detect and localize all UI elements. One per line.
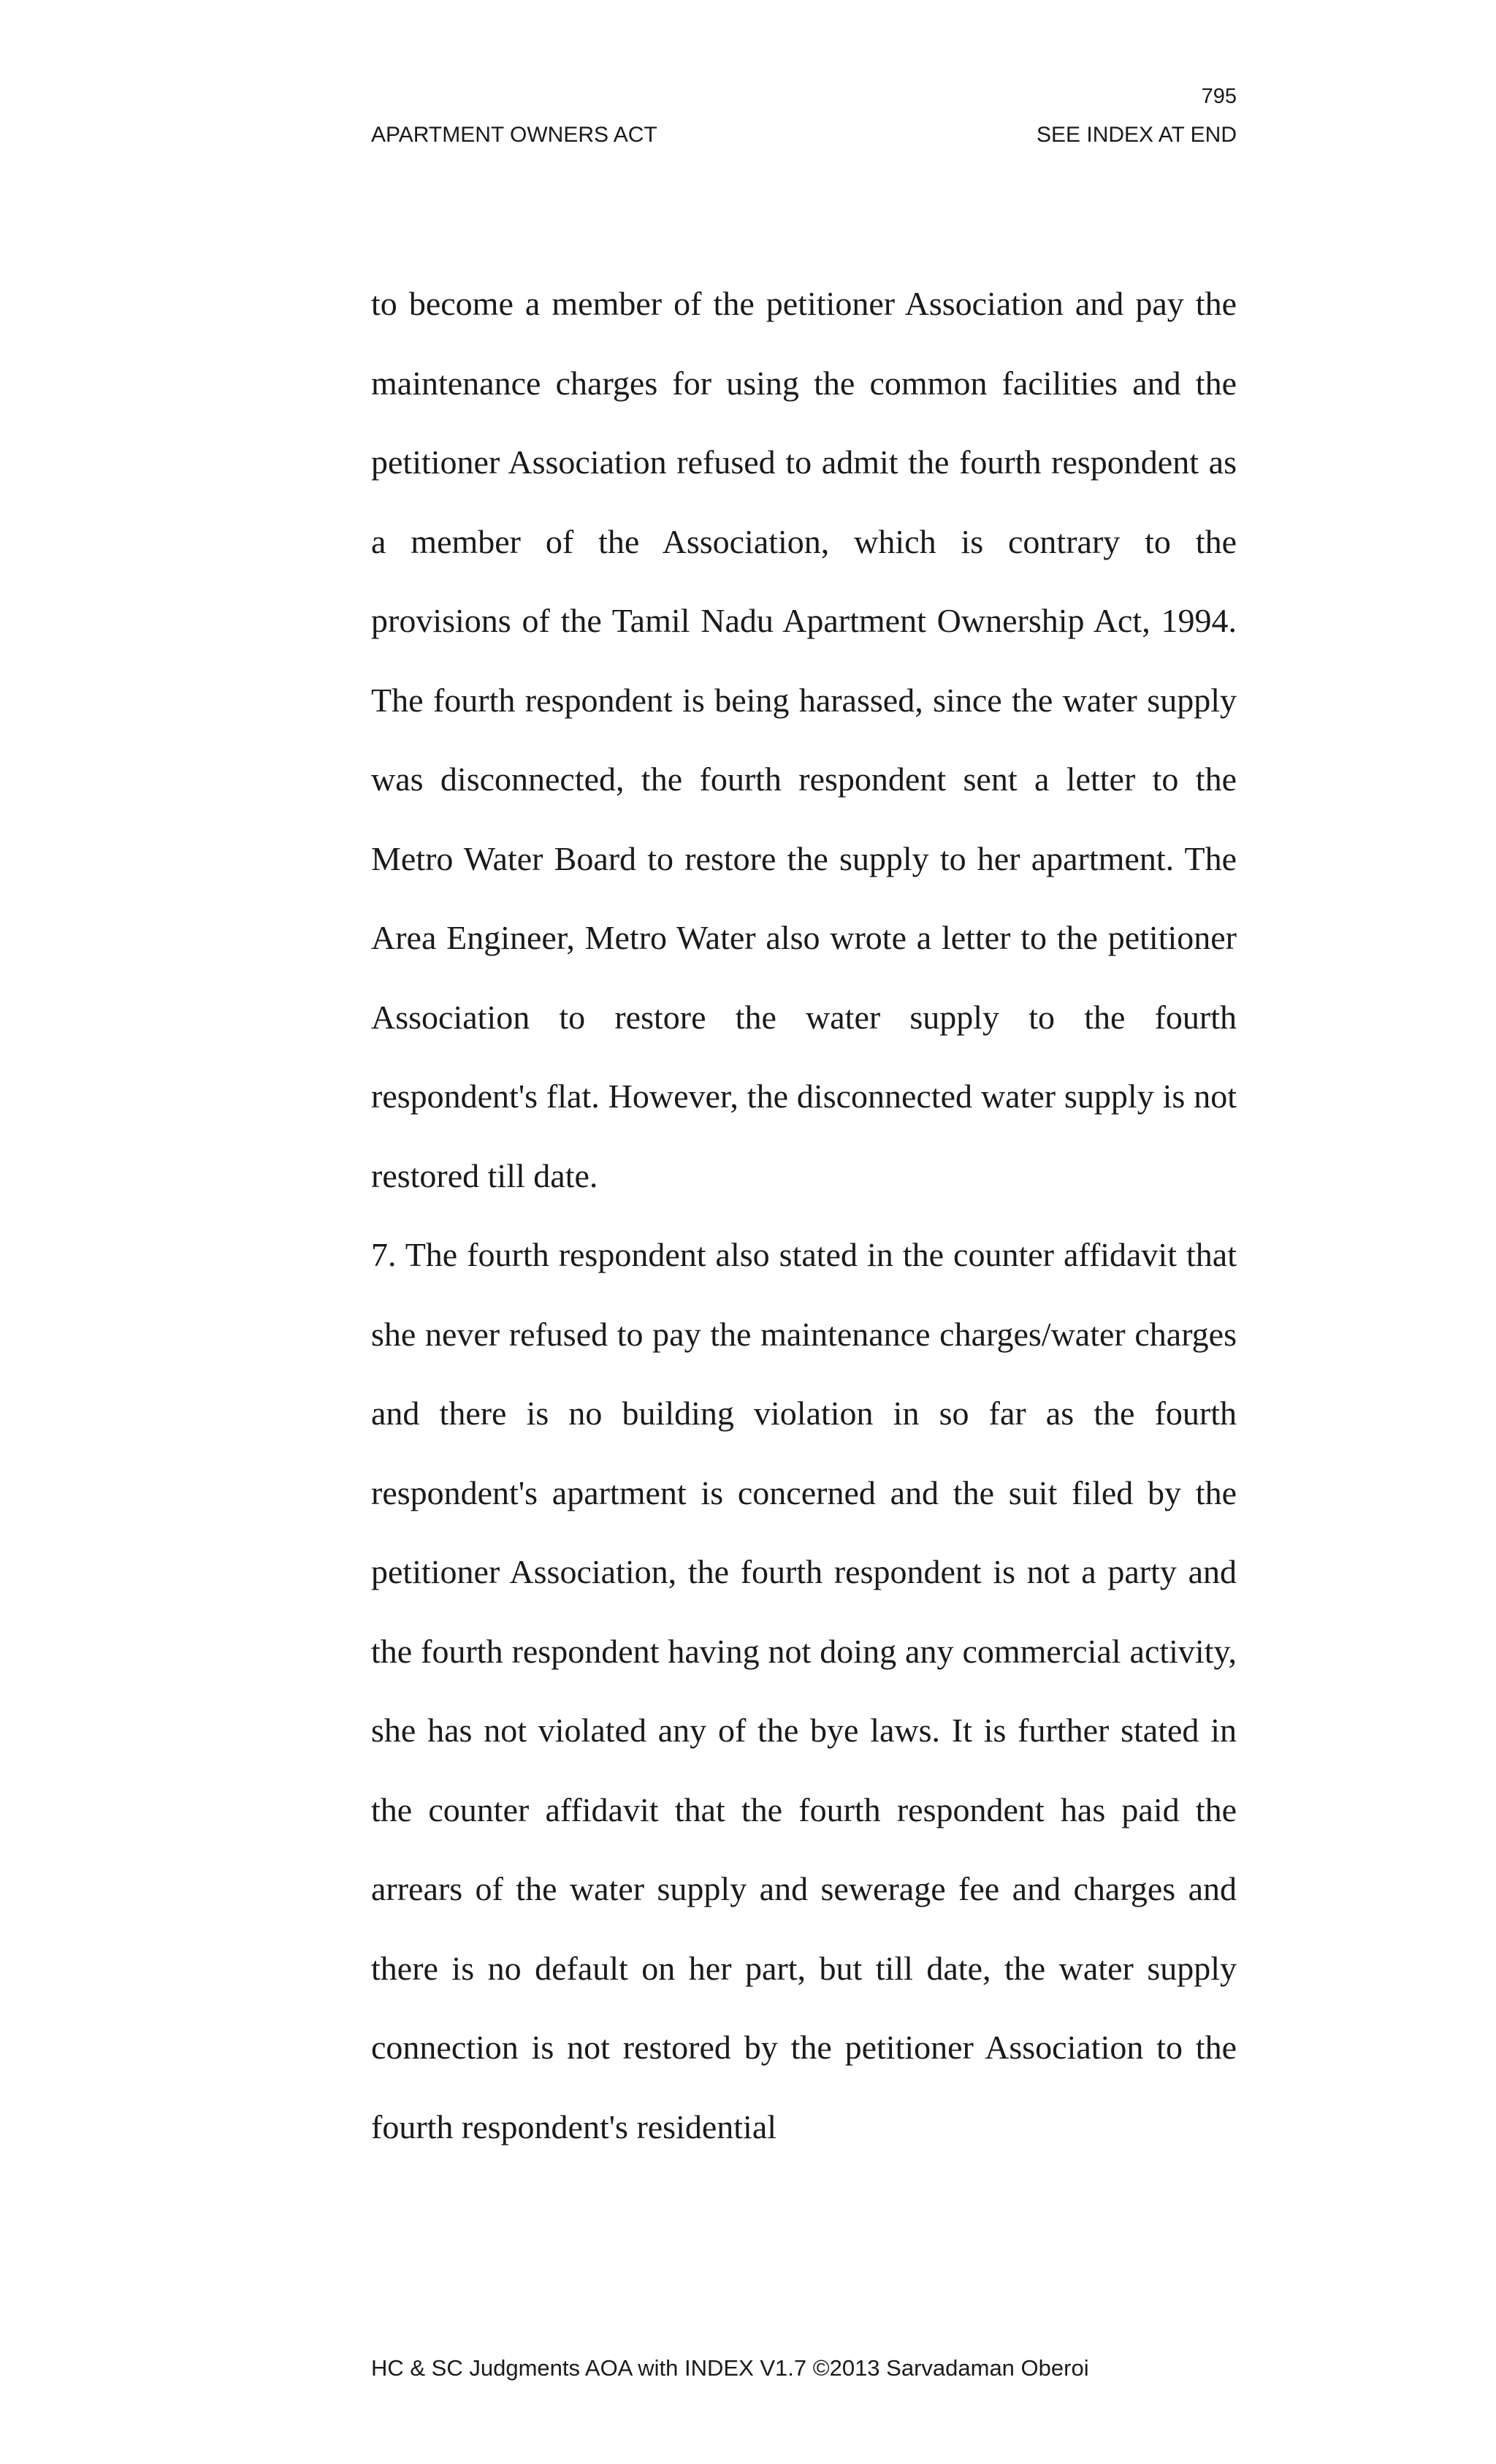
page-header: [371, 124, 1237, 146]
paragraph-continuation: to become a member of the petitioner Association and pay the maintenance charges for using the common facilities and the petitioner Association refused to admit the fourth respondent as a member of the Association, which is contrary to the provisions of the Tamil Nadu Apartment Ownership Act, 1994. The fourth respondent is being harassed, since the water supply was disconnected, the fourth respondent sent a letter to the Metro Water Board to restore the supply to her apartment. The Area Engineer, Metro Water also wrote a letter to the petitioner Association to restore the water supply to the fourth respondent's flat. However, the disconnected water supply is not restored till date.: [371, 285, 1237, 1194]
document-body: [371, 264, 1237, 2167]
page-number: 795: [1201, 85, 1237, 108]
header-right-title: SEE INDEX AT END: [1037, 123, 1237, 147]
header-left-title: APARTMENT OWNERS ACT: [371, 123, 657, 147]
paragraph-7: 7. The fourth respondent also stated in the counter affidavit that she never refused to pay the maintenance charges/water charges and there is no building violation in so far as the fourth respondent's apartment is concerned and the suit filed by the petitioner Association, the fourth respondent is not a party and the fourth respondent having not doing any commercial activity, she has not violated any of the bye laws. It is further stated in the counter affidavit that the fourth respondent has paid the arrears of the water supply and sewerage fee and charges and there is no default on her part, but till date, the water supply connection is not restored by the petitioner Association to the fourth respondent's residential: [371, 1236, 1237, 2145]
page-footer: HC & SC Judgments AOA with INDEX V1.7 ©2013 Sarvadaman Oberoi: [371, 2355, 1089, 2381]
